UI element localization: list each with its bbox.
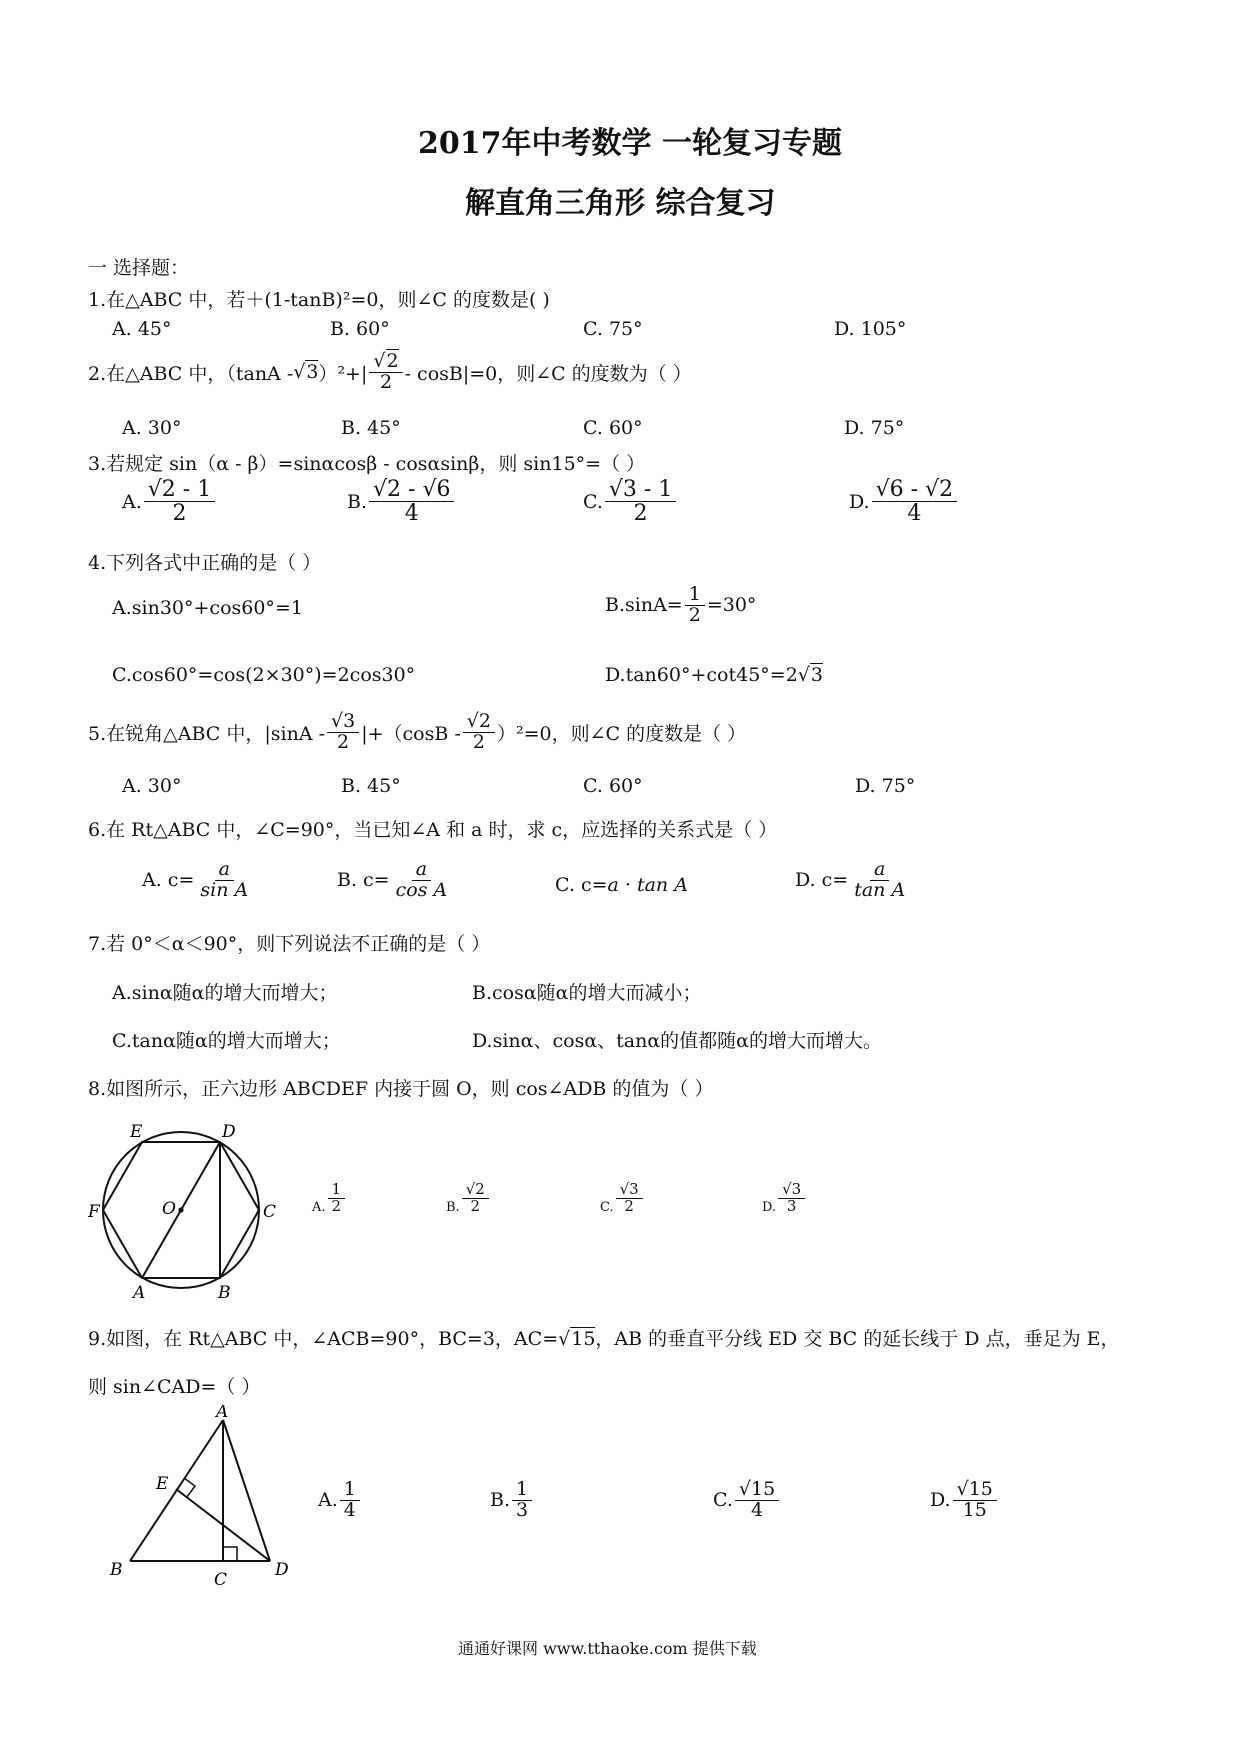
- q8-c-label: C.: [600, 1199, 614, 1215]
- q9-sqrt: √15: [558, 1328, 596, 1350]
- q8-b-label: B.: [446, 1199, 460, 1215]
- q9-a-label: A.: [318, 1489, 338, 1512]
- q2-stem-post: - cosB|=0，则∠C 的度数为（ ）: [404, 362, 692, 385]
- q8-a-fraction: $\frac{1}{2}$: [328, 1182, 346, 1215]
- tri-label-b: B: [110, 1560, 123, 1580]
- q2-sqrt-value: 3: [306, 361, 319, 384]
- question-2-option-a: A. 30°: [122, 417, 182, 439]
- q2-stem-mid: ）²+|: [318, 362, 368, 385]
- question-1-stem: 1.在△ABC 中，若＋(1-tanB)²=0，则∠C 的度数是( ): [88, 289, 550, 311]
- q6-a-fraction: $\frac{a}{\text{sin A}}$: [200, 858, 249, 901]
- question-6-option-c: [555, 874, 688, 896]
- hex-label-a: A: [133, 1283, 146, 1300]
- question-5-option-d: D. 75°: [855, 775, 916, 797]
- q9-c-label: C.: [713, 1489, 733, 1512]
- question-4-option-d: [605, 664, 823, 686]
- hex-label-o: O: [162, 1199, 176, 1219]
- q3-b-label: B.: [347, 490, 368, 513]
- question-8-option-c: [600, 1182, 645, 1215]
- q3-b-fraction: $\frac{√2 - √6}{4}$: [369, 478, 454, 525]
- question-4-option-c: C.cos60°=cos(2×30°)=2cos30°: [112, 664, 416, 686]
- q3-a-label: A.: [122, 490, 142, 513]
- q2-frac-den: 2: [379, 370, 393, 393]
- q2-frac-num: √2: [369, 352, 402, 373]
- question-5-stem: [88, 712, 746, 753]
- q6-b-pre: B. c=: [337, 869, 390, 892]
- tri-label-e: E: [156, 1474, 169, 1494]
- q3-a-fraction: $\frac{√2 - 1}{2}$: [144, 478, 215, 525]
- q2-stem-pre: 2.在△ABC 中，（tanA -: [88, 362, 294, 385]
- hexagon-figure: [88, 1120, 278, 1300]
- q9-c-fraction: $\frac{√15}{4}$: [735, 1480, 779, 1521]
- q3-c-fraction: $\frac{√3 - 1}{2}$: [605, 478, 676, 525]
- question-3-option-a: [122, 478, 217, 525]
- q2-sqrt: √3: [293, 361, 319, 384]
- triangle-figure: [100, 1405, 305, 1595]
- question-9-option-b: [490, 1480, 534, 1521]
- q8-d-fraction: $\frac{√3}{3}$: [778, 1182, 805, 1215]
- question-4-option-b: [605, 585, 756, 626]
- hex-label-d: D: [222, 1122, 236, 1142]
- q8-c-fraction: $\frac{√3}{2}$: [616, 1182, 643, 1215]
- question-7-option-c: C.tanα随α的增大而增大；: [112, 1030, 341, 1052]
- question-3-option-c: [583, 478, 678, 525]
- q6-a-pre: A. c=: [142, 869, 195, 892]
- q5-stem-mid: |+（cosB -: [361, 722, 461, 745]
- q9-b-fraction: $\frac{1}{3}$: [512, 1480, 532, 1521]
- q9-a-fraction: $\frac{1}{4}$: [340, 1480, 360, 1521]
- q8-b-fraction: $\frac{√2}{2}$: [462, 1182, 489, 1215]
- question-8-option-d: [762, 1182, 807, 1215]
- question-5-option-a: A. 30°: [122, 775, 182, 797]
- q5-fraction-2: $\frac{√2}{2}$: [463, 712, 495, 753]
- question-9-option-a: [318, 1480, 362, 1521]
- page-footer: 通通好课网 www.tthaoke.com 提供下载: [458, 1639, 757, 1658]
- hex-label-e: E: [130, 1122, 143, 1142]
- page-subtitle: 解直角三角形 综合复习: [465, 186, 776, 221]
- question-5-option-c: C. 60°: [583, 775, 643, 797]
- q4-b-post: =30°: [706, 594, 757, 617]
- question-1-option-c: C. 75°: [583, 318, 643, 340]
- question-2-option-c: C. 60°: [583, 417, 643, 439]
- q5-fraction-1: $\frac{√3}{2}$: [327, 712, 359, 753]
- q6-d-fraction: $\frac{a}{\text{tan A}}$: [854, 858, 906, 901]
- question-9-stem-line2: 则 sin∠CAD=（ ）: [88, 1376, 261, 1398]
- question-5-option-b: B. 45°: [341, 775, 401, 797]
- q4-b-fraction: $\frac{1}{2}$: [685, 585, 705, 626]
- tri-label-c: C: [214, 1570, 228, 1590]
- section-heading: 一 选择题：: [88, 257, 190, 279]
- hex-label-c: C: [263, 1202, 277, 1222]
- hex-label-f: F: [88, 1202, 100, 1222]
- q6-d-pre: D. c=: [795, 869, 849, 892]
- q3-d-label: D.: [849, 490, 870, 513]
- question-6-option-b: [337, 860, 453, 901]
- q3-c-label: C.: [583, 490, 603, 513]
- question-8-stem: 8.如图所示，正六边形 ABCDEF 内接于圆 O，则 cos∠ADB 的值为（ ）: [88, 1078, 714, 1100]
- q9-b-label: B.: [490, 1489, 511, 1512]
- q9-d-fraction: $\frac{√15}{15}$: [953, 1480, 997, 1521]
- question-3-stem: 3.若规定 sin（α - β）=sinαcosβ - cosαsinβ，则 sin15°=（ ）: [88, 453, 646, 475]
- page-title: 2017年中考数学 一轮复习专题: [418, 126, 842, 161]
- question-1-option-a: A. 45°: [112, 318, 172, 340]
- question-2-option-b: B. 45°: [341, 417, 401, 439]
- question-4-option-a: A.sin30°+cos60°=1: [112, 597, 303, 619]
- question-6-option-a: [142, 860, 254, 901]
- question-8-option-a: [312, 1182, 347, 1215]
- question-2-option-d: D. 75°: [844, 417, 905, 439]
- q4-d-sqrt: √3: [797, 664, 823, 686]
- tri-label-d: D: [275, 1560, 289, 1580]
- question-3-option-d: [849, 478, 959, 525]
- question-2-stem: [88, 352, 692, 393]
- q2-fraction: [369, 352, 402, 393]
- question-6-stem: 6.在 Rt△ABC 中，∠C=90°，当已知∠A 和 a 时，求 c，应选择的关系式是（ ）: [88, 819, 778, 841]
- q6-b-fraction: $\frac{a}{\text{cos A}}$: [395, 858, 448, 901]
- question-6-option-d: [795, 860, 911, 901]
- question-1-option-b: B. 60°: [330, 318, 390, 340]
- q3-d-fraction: $\frac{√6 - √2}{4}$: [872, 478, 957, 525]
- q9-d-label: D.: [930, 1489, 951, 1512]
- question-4-stem: 4.下列各式中正确的是（ ）: [88, 552, 322, 574]
- question-1-option-d: D. 105°: [834, 318, 907, 340]
- question-3-option-b: [347, 478, 456, 525]
- question-7-option-b: B.cosα随α的增大而减小；: [472, 982, 702, 1004]
- q8-a-label: A.: [312, 1199, 326, 1215]
- tri-label-a: A: [216, 1405, 229, 1422]
- q9-stem-pre: 9.如图，在 Rt△ABC 中，∠ACB=90°，BC=3，AC=: [88, 1328, 559, 1350]
- question-7-stem: 7.若 0°＜α＜90°，则下列说法不正确的是（ ）: [88, 933, 491, 955]
- q9-stem-post: ，AB 的垂直平分线 ED 交 BC 的延长线于 D 点，垂足为 E，: [595, 1328, 1120, 1350]
- question-9-option-c: [713, 1480, 781, 1521]
- q8-d-label: D.: [762, 1199, 777, 1215]
- q6-c-pre: C. c=: [555, 874, 608, 896]
- q5-stem-post: ）²=0，则∠C 的度数是（ ）: [496, 722, 747, 745]
- question-9-stem: [88, 1324, 1119, 1351]
- question-8-option-b: [446, 1182, 491, 1215]
- q4-d-pre: D.tan60°+cot45°=2: [605, 664, 798, 686]
- hex-label-b: B: [218, 1283, 231, 1300]
- question-7-option-a: A.sinα随α的增大而增大；: [112, 982, 338, 1004]
- question-9-option-d: [930, 1480, 999, 1521]
- q5-stem-pre: 5.在锐角△ABC 中，|sinA -: [88, 722, 325, 745]
- question-7-option-d: D.sinα、cosα、tanα的值都随α的增大而增大。: [472, 1030, 883, 1052]
- q6-c-expr: a · tan A: [607, 874, 688, 896]
- q4-b-pre: B.sinA=: [605, 594, 683, 617]
